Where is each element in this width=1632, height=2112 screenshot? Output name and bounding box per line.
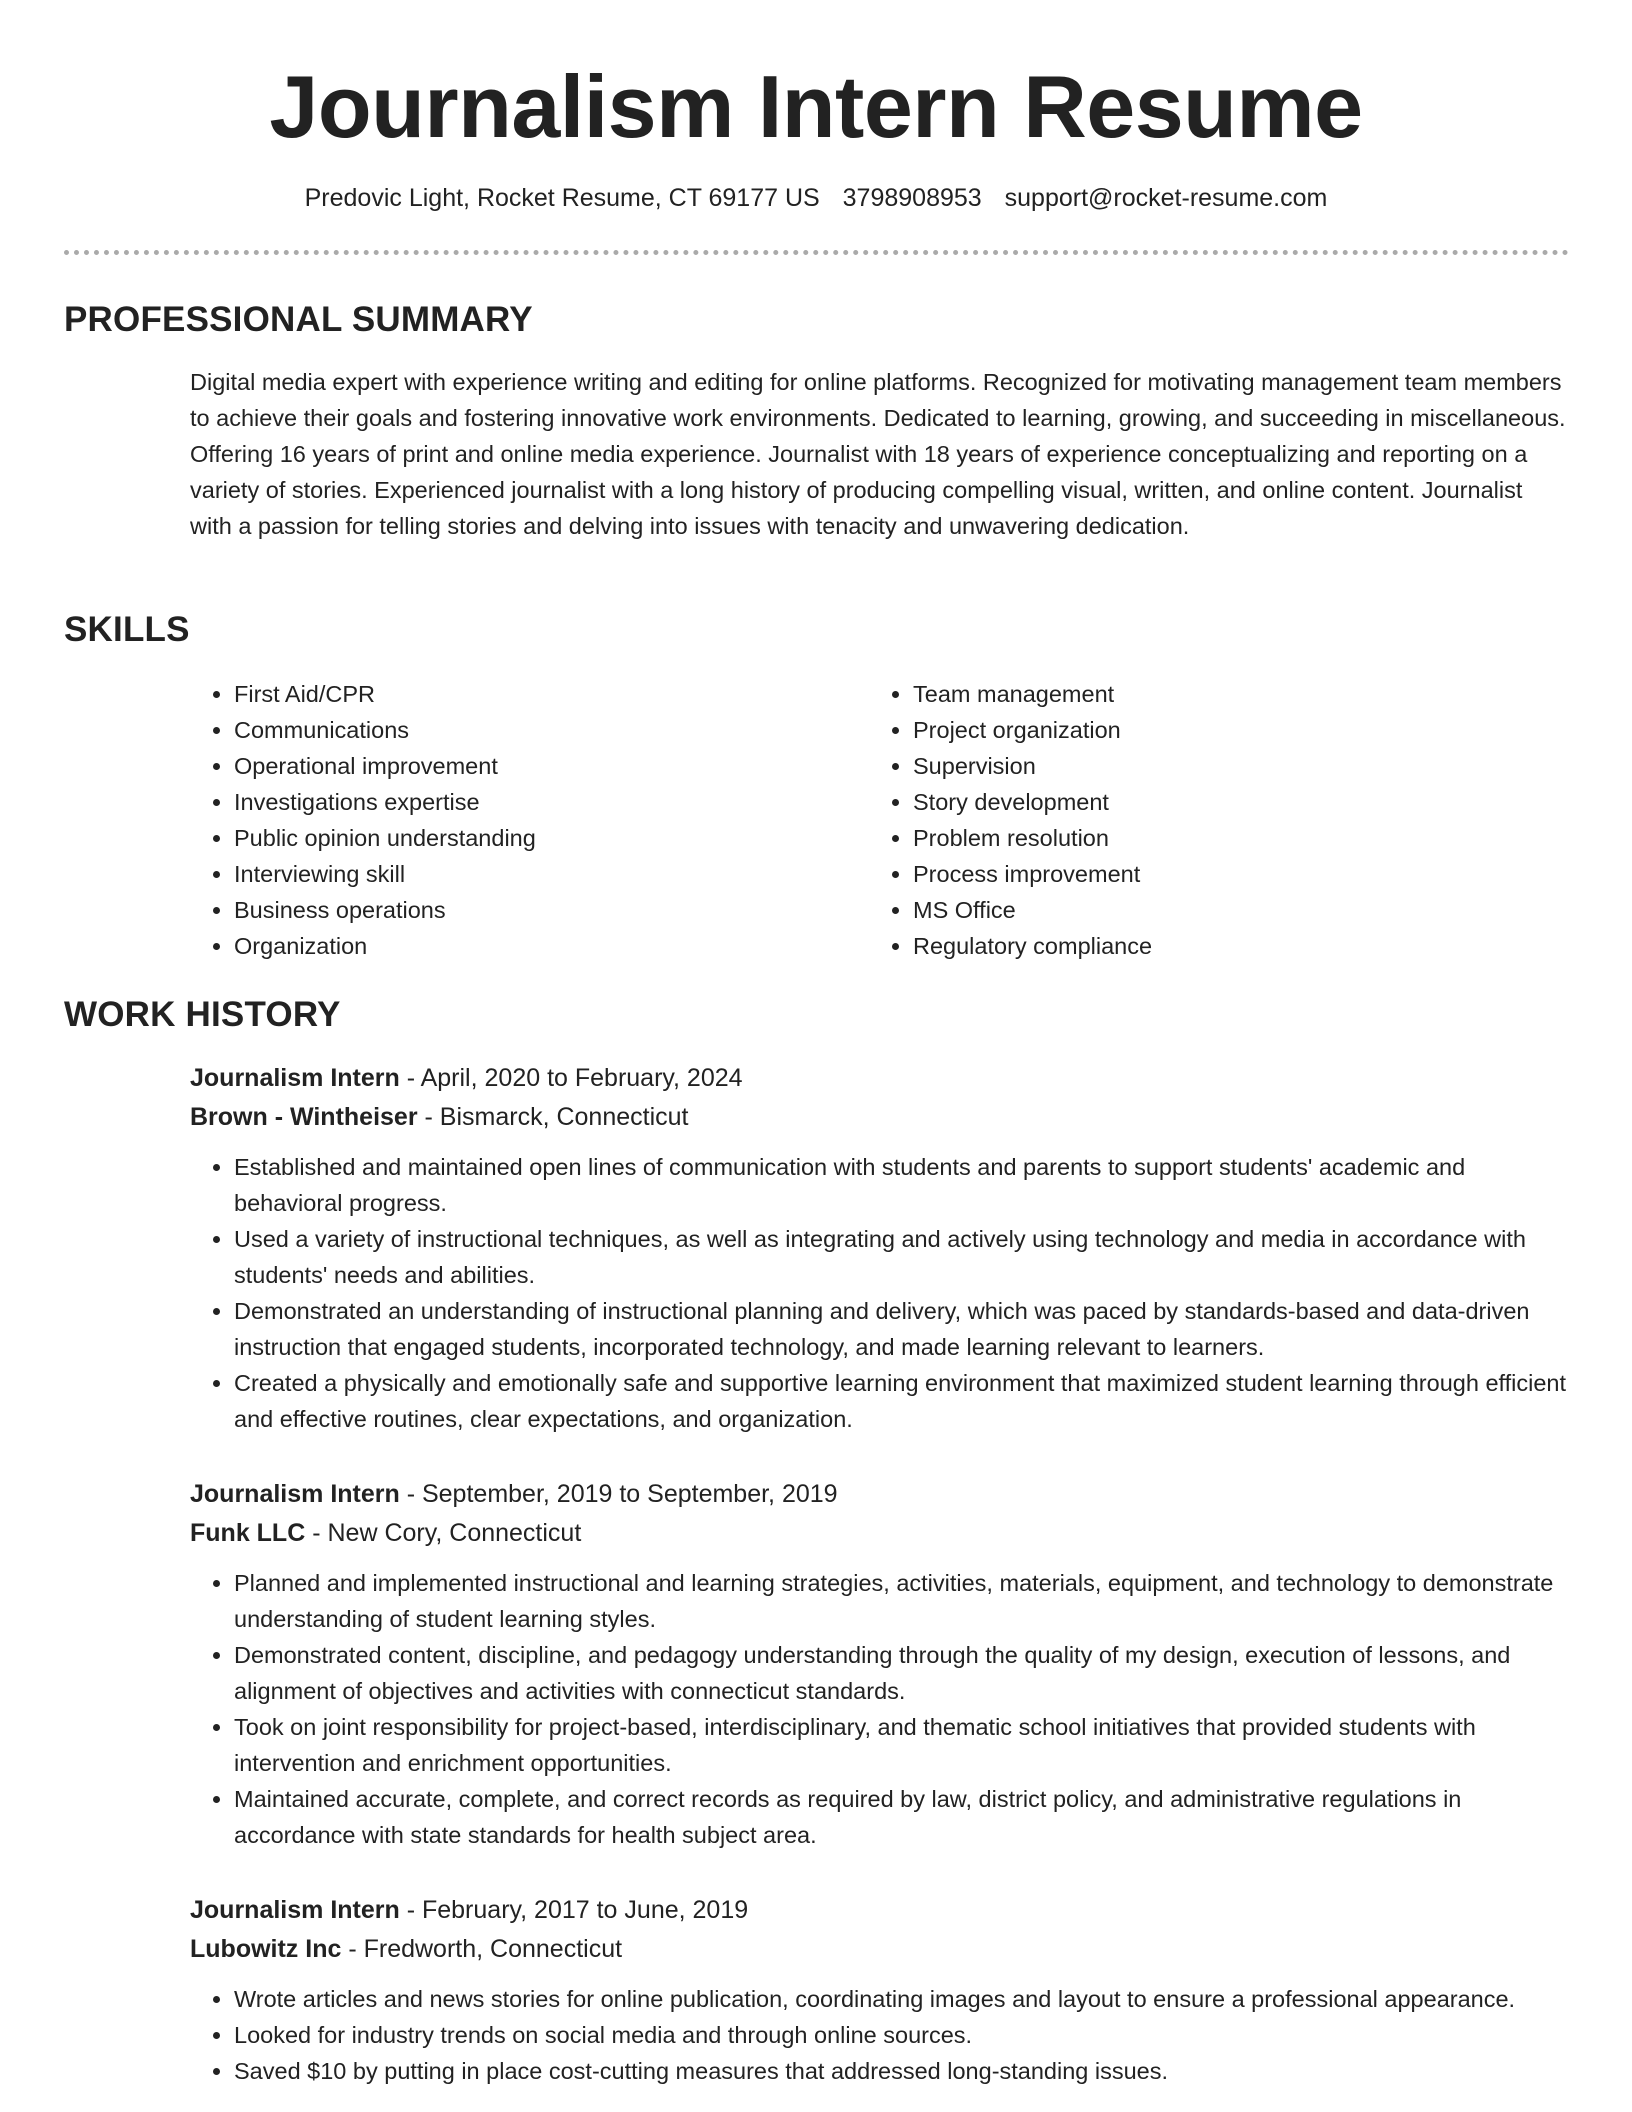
skills-list-right [869, 676, 1489, 964]
job-company-line [190, 1514, 1570, 1553]
skill-item: • Project organization [913, 712, 1489, 748]
job-bullet: • Wrote articles and news stories for online publication, coordinating images and layout to ensure a professional appearance. [234, 1981, 1570, 2017]
job-entry [190, 1475, 1570, 1853]
job-bullet: • Took on joint responsibility for project-based, interdisciplinary, and thematic school initiatives that provided students with intervention and enrichment opportunities. [234, 1709, 1570, 1781]
section-title-work: WORK HISTORY [64, 995, 341, 1034]
contact-info [0, 180, 1632, 216]
skill-item: • Investigations expertise [234, 784, 810, 820]
job-location: - Fredworth, Connecticut [341, 1935, 623, 1963]
skill-item: • Team management [913, 676, 1489, 712]
job-location: - Bismarck, Connecticut [417, 1103, 689, 1131]
job-company: Funk LLC [190, 1519, 306, 1547]
job-role: Journalism Intern [190, 1480, 400, 1508]
job-dates: - September, 2019 to September, 2019 [399, 1480, 838, 1508]
job-role: Journalism Intern [190, 1896, 400, 1924]
summary-text: Digital media expert with experience writing and editing for online platforms. Recognized for motivating management team members to achieve their goals and fostering innovative work environments. Dedicated to learning, growing, and succeeding in miscellaneous. Offering 16 years of print and online media experience. Journalist with 18 years of experience conceptualizing and reporting on a variety of stories. Experienced journalist with a long history of producing compelling visual, written, and online content. Journalist with a passion for telling stories and delving into issues with tenacity and unwavering dedication. [190, 369, 1566, 539]
skill-item: • Process improvement [913, 856, 1489, 892]
job-bullet: • Demonstrated an understanding of instructional planning and delivery, which was paced by standards-based and data-driven instruction that engaged students, incorporated technology, and made learning relevant to learners. [234, 1293, 1570, 1365]
skill-item: • Supervision [913, 748, 1489, 784]
contact-phone: 3798908953 [842, 184, 982, 212]
job-company: Lubowitz Inc [190, 1935, 342, 1963]
job-entry [190, 1059, 1570, 1437]
job-bullet: • Created a physically and emotionally safe and supportive learning environment that maximized student learning through efficient and effective routines, clear expectations, and organization. [234, 1365, 1570, 1437]
skill-item: • Regulatory compliance [913, 928, 1489, 964]
job-bullet: • Used a variety of instructional techniques, as well as integrating and actively using technology and media in accordance with students' needs and abilities. [234, 1221, 1570, 1293]
job-role: Journalism Intern [190, 1064, 400, 1092]
job-entry [190, 1891, 1570, 2089]
skill-item: • MS Office [913, 892, 1489, 928]
job-company: Brown - Wintheiser [190, 1103, 418, 1131]
job-company-line [190, 1930, 1570, 1969]
job-title-line [190, 1891, 1570, 1930]
job-title-line [190, 1059, 1570, 1098]
skill-item: • Story development [913, 784, 1489, 820]
job-dates: - February, 2017 to June, 2019 [399, 1896, 749, 1924]
section-title-summary: PROFESSIONAL SUMMARY [64, 300, 533, 339]
resume-title: Journalism Intern Resume [269, 57, 1363, 156]
skill-item: • Interviewing skill [234, 856, 810, 892]
skill-item: • Organization [234, 928, 810, 964]
skill-item: • Public opinion understanding [234, 820, 810, 856]
job-company-line [190, 1098, 1570, 1137]
job-bullet: • Looked for industry trends on social media and through online sources. [234, 2017, 1570, 2053]
skill-item: • Operational improvement [234, 748, 810, 784]
job-bullet: • Saved $10 by putting in place cost-cutting measures that addressed long-standing issues. [234, 2053, 1570, 2089]
job-bullet: • Planned and implemented instructional and learning strategies, activities, materials, equipment, and technology to demonstrate understanding of student learning styles. [234, 1565, 1570, 1637]
skill-item: • First Aid/CPR [234, 676, 810, 712]
skills-list-left [190, 676, 810, 964]
job-dates: - April, 2020 to February, 2024 [399, 1064, 743, 1092]
header-divider [64, 250, 1569, 255]
job-title-line [190, 1475, 1570, 1514]
job-bullet: • Established and maintained open lines of communication with students and parents to support students' academic and behavioral progress. [234, 1149, 1570, 1221]
job-bullet: • Demonstrated content, discipline, and pedagogy understanding through the quality of my design, execution of lessons, and alignment of objectives and activities with connecticut standards. [234, 1637, 1570, 1709]
contact-email: support@rocket-resume.com [1004, 184, 1328, 212]
section-title-skills: SKILLS [64, 610, 190, 649]
skill-item: • Communications [234, 712, 810, 748]
skill-item: • Business operations [234, 892, 810, 928]
contact-address: Predovic Light, Rocket Resume, CT 69177 US [304, 184, 820, 212]
job-location: - New Cory, Connecticut [305, 1519, 582, 1547]
skill-item: • Problem resolution [913, 820, 1489, 856]
job-bullet: • Maintained accurate, complete, and correct records as required by law, district policy, and administrative regulations in accordance with state standards for health subject area. [234, 1781, 1570, 1853]
